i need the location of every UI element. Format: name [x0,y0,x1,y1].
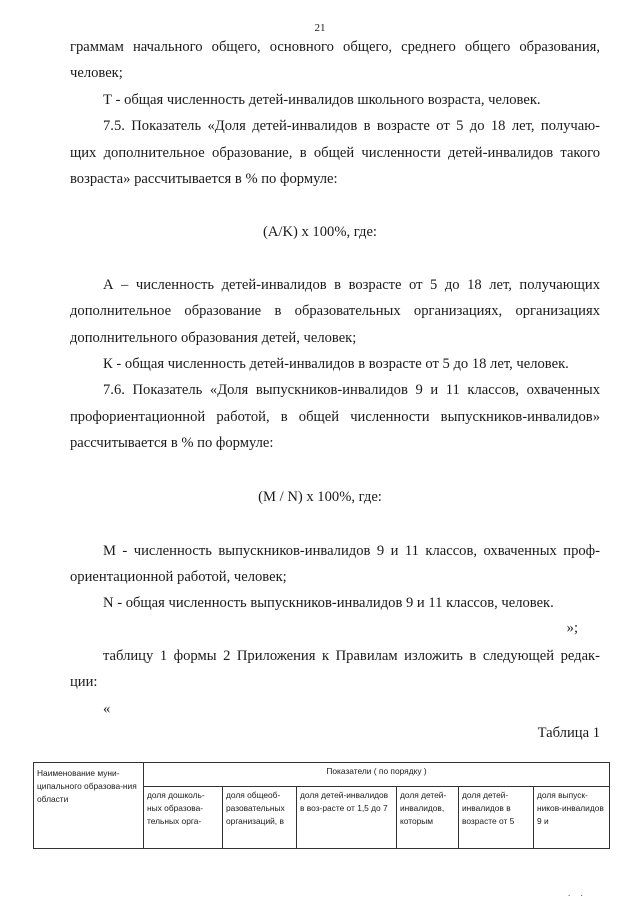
text-line: профориентационной работой, в общей численности выпускников-инвалидов» [70,409,600,425]
text-line: Т - общая численность детей-инвалидов школьного возраста, человек. [103,92,541,108]
table-column-header: доля дошколь-ных образова-тельных орга- [144,787,223,849]
table-header-indicators: Показатели ( по порядку ) [144,763,610,787]
text-line: рассчитывается в % по формуле: [70,435,274,451]
table-column-header: доля детей-инвалидов, которым [397,787,459,849]
table-caption: Таблица 1 [537,725,600,741]
table-column-header: доля выпуск-ников-инвалидов 9 и [534,787,610,849]
text-line: дополнительное образование в образовательных организациях, организациях [70,303,600,319]
table-column-header: доля общеоб-разовательных организаций, в [223,787,297,849]
text-line: А – численность детей-инвалидов в возрасте от 5 до 18 лет, получающих [103,277,600,293]
text-line: ориентационной работой, человек; [70,569,287,585]
table-column-header: доля детей-инвалидов в воз-расте от 1,5 до 7 [297,787,397,849]
closing-quote: »; [566,620,578,636]
scan-marks: . . [568,888,587,898]
text-line: 7.5. Показатель «Доля детей-инвалидов в возрасте от 5 до 18 лет, получаю- [103,118,600,134]
text-line: N - общая численность выпускников-инвалидов 9 и 11 классов, человек. [103,595,554,611]
text-line: М - численность выпускников-инвалидов 9 и 11 классов, охваченных проф- [103,543,600,559]
text-line: возраста» рассчитывается в % по формуле: [70,171,338,187]
indicators-table [33,762,610,849]
text-line: граммам начального общего, основного общего, среднего общего образования, [70,39,600,55]
text-line: щих дополнительное образование, в общей численности детей-инвалидов такого [70,145,600,161]
formula: (A/K) x 100%, где: [262,224,377,240]
text-line: дополнительного образования детей, человек; [70,330,357,346]
text-line: таблицу 1 формы 2 Приложения к Правилам изложить в следующей редак- [103,648,600,664]
opening-quote: « [103,701,111,717]
text-line: человек; [70,65,123,81]
text-line: ции: [70,674,98,690]
table-column-header: доля детей-инвалидов в возрасте от 5 [459,787,534,849]
text-line: 7.6. Показатель «Доля выпускников-инвалидов 9 и 11 классов, охваченных [103,382,600,398]
page-number: 21 [314,22,326,34]
formula: (M / N) x 100%, где: [258,489,382,505]
text-line: К - общая численность детей-инвалидов в возрасте от 5 до 18 лет, человек. [103,356,569,372]
table-header-municipality: Наименование муни-ципального образова-ния области [34,763,144,849]
